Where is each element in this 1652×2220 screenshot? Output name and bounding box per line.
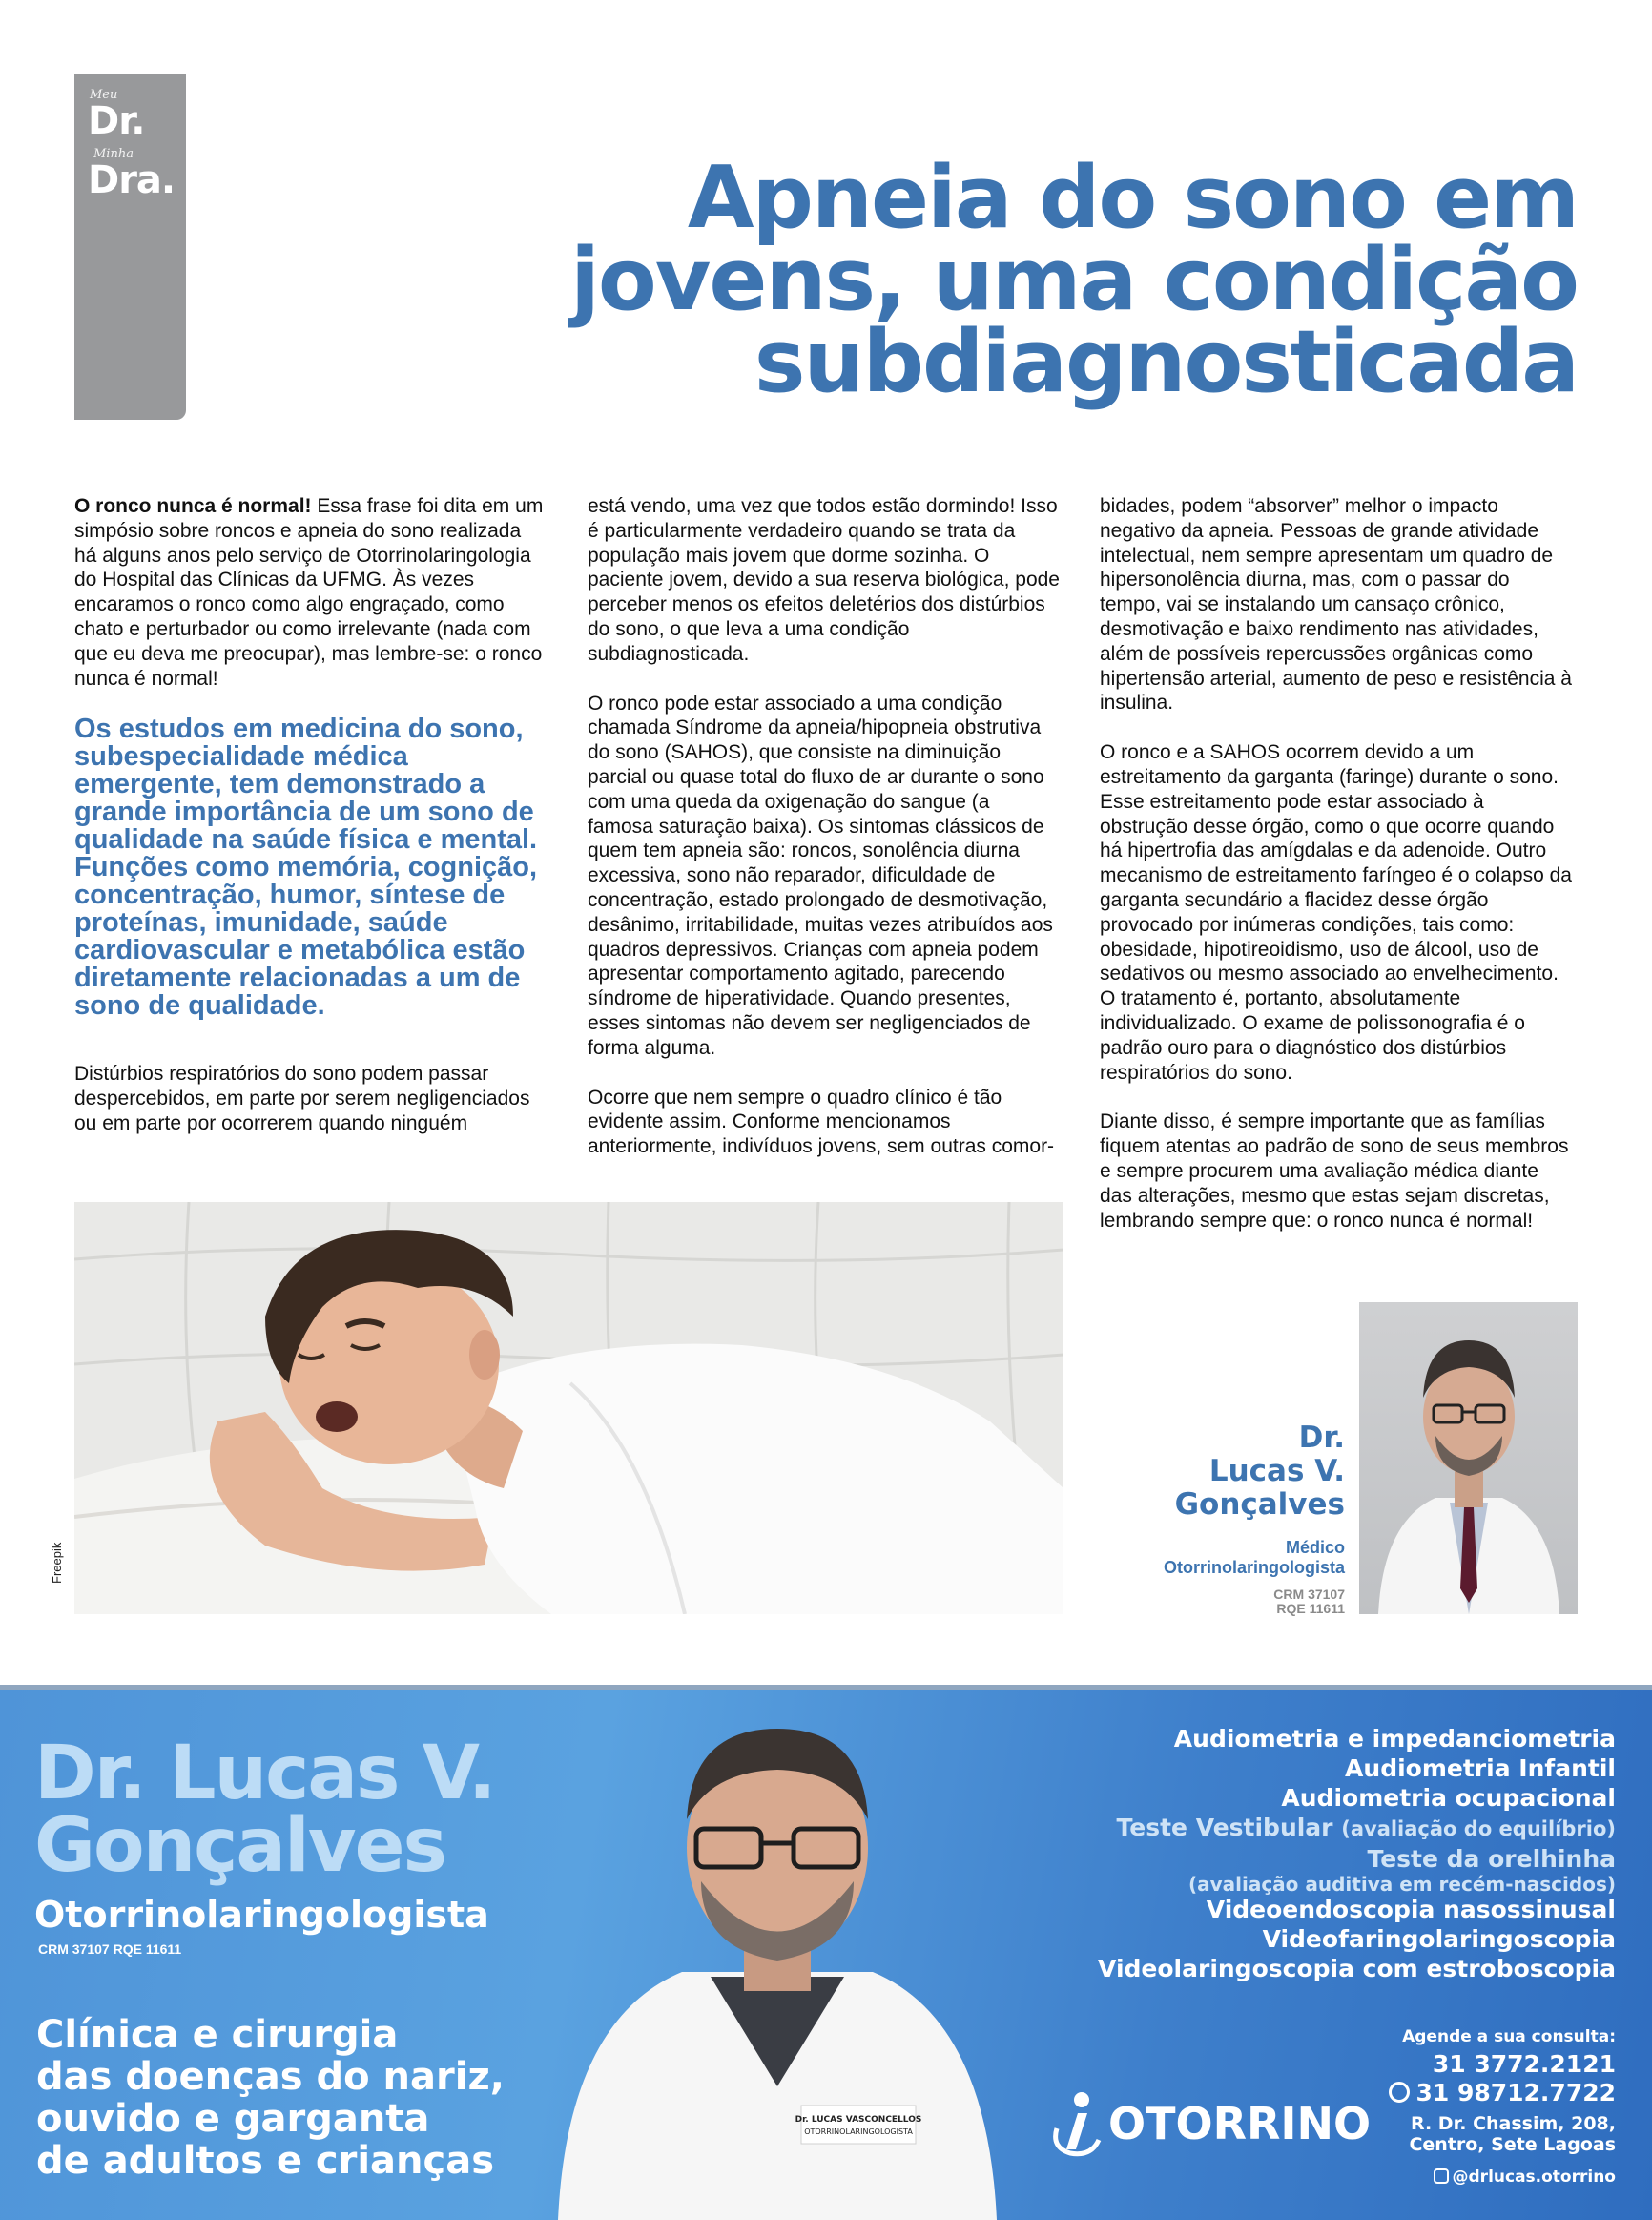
pull-quote: Os estudos em medicina do sono, subespecialidade médica emergente, tem demonstrado a grande importância de um sono de qualidade na saúde física e mental. Funções como memória, cognição, concentração, humor, síntese de proteínas, imunidade, saúde cardiovascular e metabólica estão diretamente relacionadas a um de sono de qualidade.	[74, 714, 538, 1022]
title-line-2: jovens, uma condição	[570, 230, 1578, 330]
service-item: Audiometria e impedanciometria	[1173, 1725, 1616, 1753]
otorrino-logo	[1049, 2090, 1371, 2157]
ad-doctor-portrait	[539, 1705, 1016, 2220]
ad-registration: CRM 37107 RQE 11611	[38, 1941, 182, 1957]
article-column-2	[588, 494, 1060, 1184]
author-role-line: Otorrinolaringologista	[1163, 1558, 1345, 1577]
service-item: Videoendoscopia nasossinusal	[1206, 1896, 1616, 1923]
service-note: (avaliação do equilíbrio)	[1341, 1817, 1616, 1840]
section-tab	[74, 74, 186, 420]
author-name-line: Gonçalves	[1174, 1487, 1345, 1522]
tab-script-minha: Minha	[93, 147, 134, 161]
paragraph: Distúrbios respiratórios do sono podem passar despercebidos, em parte por serem negligenciados ou em parte por ocorrerem quando ninguém	[74, 1063, 530, 1134]
service-note: (avaliação auditiva em recém-nascidos)	[1187, 1873, 1616, 1896]
coat-specialty-tag: OTORRINOLARINGOLOGISTA	[804, 2127, 913, 2136]
whatsapp-number[interactable]	[1389, 2079, 1616, 2107]
instagram-handle[interactable]	[1389, 2167, 1616, 2188]
service-label: Teste Vestibular	[1116, 1814, 1333, 1841]
title-line-1: Apneia do sono em	[687, 148, 1578, 248]
service-item: Audiometria ocupacional	[1281, 1784, 1616, 1812]
contact-label: Agende a sua consulta:	[1402, 2027, 1616, 2046]
paragraph	[74, 494, 547, 691]
sleeping-man-photo	[74, 1202, 1063, 1614]
author-registration	[1273, 1587, 1345, 1616]
ad-tagline	[36, 2014, 505, 2182]
lead-text: O ronco nunca é normal!	[74, 495, 312, 517]
tab-script-meu: Meu	[90, 88, 118, 102]
service-item: Videofaringolaringoscopia	[1262, 1925, 1616, 1953]
paragraph: Diante disso, é sempre importante que as famílias fiquem atentas ao padrão de sono de seus membros e sempre procurem uma avaliação médica diante das alterações, mesmo que estas sejam discretas, lembrando sempre que: o ronco nunca é normal!	[1100, 1110, 1569, 1232]
author-name	[1175, 1421, 1345, 1522]
article-column-1	[74, 494, 547, 1161]
coat-name-tag: Dr. LUCAS VASCONCELLOS	[795, 2115, 922, 2125]
service-item	[1098, 1813, 1616, 1844]
paragraph: O ronco pode estar associado a uma condição chamada Síndrome da apneia/hipopneia obstrutiva do sono (SAHOS), que consiste na diminuição parcial ou quase total do fluxo de ar durante o sono com uma queda da oxigenação do sangue (a famosa saturação baixa). Os sintomas clássicos de quem tem apneia são: roncos, sonolência diurna excessiva, sono não reparador, dificuldade de concentração, estado prolongado de desmotivação, desânimo, irritabilidade, muitas vezes atribuídos aos quadros depressivos. Crianças com apneia podem apresentar comportamento agitado, parecendo síndrome de hiperatividade. Quando presentes, esses sintomas não devem ser negligenciados de forma alguma.	[588, 692, 1053, 1059]
author-role	[1164, 1538, 1345, 1578]
article-column-3	[1100, 494, 1572, 1257]
photo-credit: Freepik	[50, 1542, 64, 1584]
ad-tagline-line: ouvido e garganta	[36, 2097, 430, 2141]
service-item: Videolaringoscopia com estroboscopia	[1098, 1955, 1616, 1982]
ad-name-line: Dr. Lucas V.	[34, 1731, 495, 1816]
tab-dra: Dra.	[88, 158, 176, 202]
ad-specialty: Otorrinolaringologista	[34, 1894, 489, 1936]
author-rqe: RQE 11611	[1276, 1601, 1345, 1616]
paragraph-text: Essa frase foi dita em um simpósio sobre roncos e apneia do sono realizada há alguns anos pelo serviço de Otorrinolaringologia do Hospital das Clínicas da UFMG. Às vezes encaramos o ronco como algo engraçado, como chato e perturbador ou como irrelevante (nada com que eu deva me preocupar), mas lembre-se: o ronco nunca é normal!	[74, 495, 544, 690]
instagram-handle-text: @drlucas.otorrino	[1452, 2168, 1616, 2187]
address-line: Centro, Sete Lagoas	[1409, 2134, 1616, 2155]
article-title	[528, 148, 1578, 412]
service-item: Teste da orelhinha	[1367, 1845, 1616, 1873]
address-line: R. Dr. Chassim, 208,	[1410, 2113, 1616, 2134]
whatsapp-icon	[1389, 2082, 1410, 2103]
author-role-line: Médico	[1285, 1538, 1345, 1557]
author-photo	[1359, 1302, 1578, 1614]
services-list	[1098, 1724, 1616, 1983]
service-item: Audiometria Infantil	[1345, 1754, 1616, 1782]
ad-doctor-name	[34, 1731, 495, 1889]
whatsapp-number-text: 31 98712.7722	[1415, 2079, 1616, 2106]
otorrino-logo-icon	[1049, 2090, 1103, 2157]
author-name-line: Dr.	[1298, 1421, 1345, 1455]
otorrino-logo-text: OTORRINO	[1108, 2098, 1372, 2149]
title-line-3: subdiagnosticada	[754, 312, 1578, 412]
paragraph: O ronco e a SAHOS ocorrem devido a um estreitamento da garganta (faringe) durante o sono. Esse estreitamento pode estar associado à obstrução desse órgão, como o que ocorre quando há hipertrofia das amígdalas e da adenoide. Outro mecanismo de estreitamento faríngeo é o colapso da garganta secundário a flacidez desse órgão provocado por inúmeras condições, tais como: obesidade, hipotireoidismo, uso de álcool, uso de sedativos ou mesmo associado ao envelhecimento. O tratamento é, portanto, absolutamente individualizado. O exame de polissonografia é o padrão ouro para o diagnóstico dos distúrbios respiratórios do sono.	[1100, 741, 1572, 1084]
ad-tagline-line: das doenças do nariz,	[36, 2055, 505, 2099]
instagram-icon	[1434, 2168, 1449, 2184]
paragraph: está vendo, uma vez que todos estão dormindo! Isso é particularmente verdadeiro quando se trata da população mais jovem que dorme sozinha. O paciente jovem, devido a sua reserva biológica, pode perceber menos os efeitos deletérios dos distúrbios do sono, o que leva a uma condição subdiagnosticada.	[588, 495, 1060, 665]
contact-block	[1389, 2023, 1616, 2188]
ad-name-line: Gonçalves	[34, 1803, 445, 1889]
phone-number[interactable]: 31 3772.2121	[1432, 2050, 1616, 2078]
paragraph: Ocorre que nem sempre o quadro clínico é tão evidente assim. Conforme mencionamos anteriormente, indivíduos jovens, sem outras comor-	[588, 1086, 1055, 1158]
author-name-line: Lucas V.	[1208, 1454, 1345, 1488]
ad-tagline-line: de adultos e crianças	[36, 2139, 495, 2183]
author-crm: CRM 37107	[1273, 1587, 1345, 1602]
tab-dr: Dr.	[88, 99, 145, 143]
sleeping-man-illustration	[74, 1202, 1063, 1614]
ad-tagline-line: Clínica e cirurgia	[36, 2013, 399, 2057]
doctor-portrait	[1359, 1302, 1578, 1614]
paragraph: bidades, podem “absorver” melhor o impacto negativo da apneia. Pessoas de grande atividade intelectual, nem sempre apresentam um quadro de hipersonolência diurna, mas, com o passar do tempo, vai se instalando um cansaço crônico, desmotivação e baixo rendimento nas atividades, além de possíveis repercussões orgânicas como hipertensão arterial, aumento de peso e resistência à insulina.	[1100, 495, 1572, 715]
clinic-advertisement	[0, 1685, 1652, 2220]
